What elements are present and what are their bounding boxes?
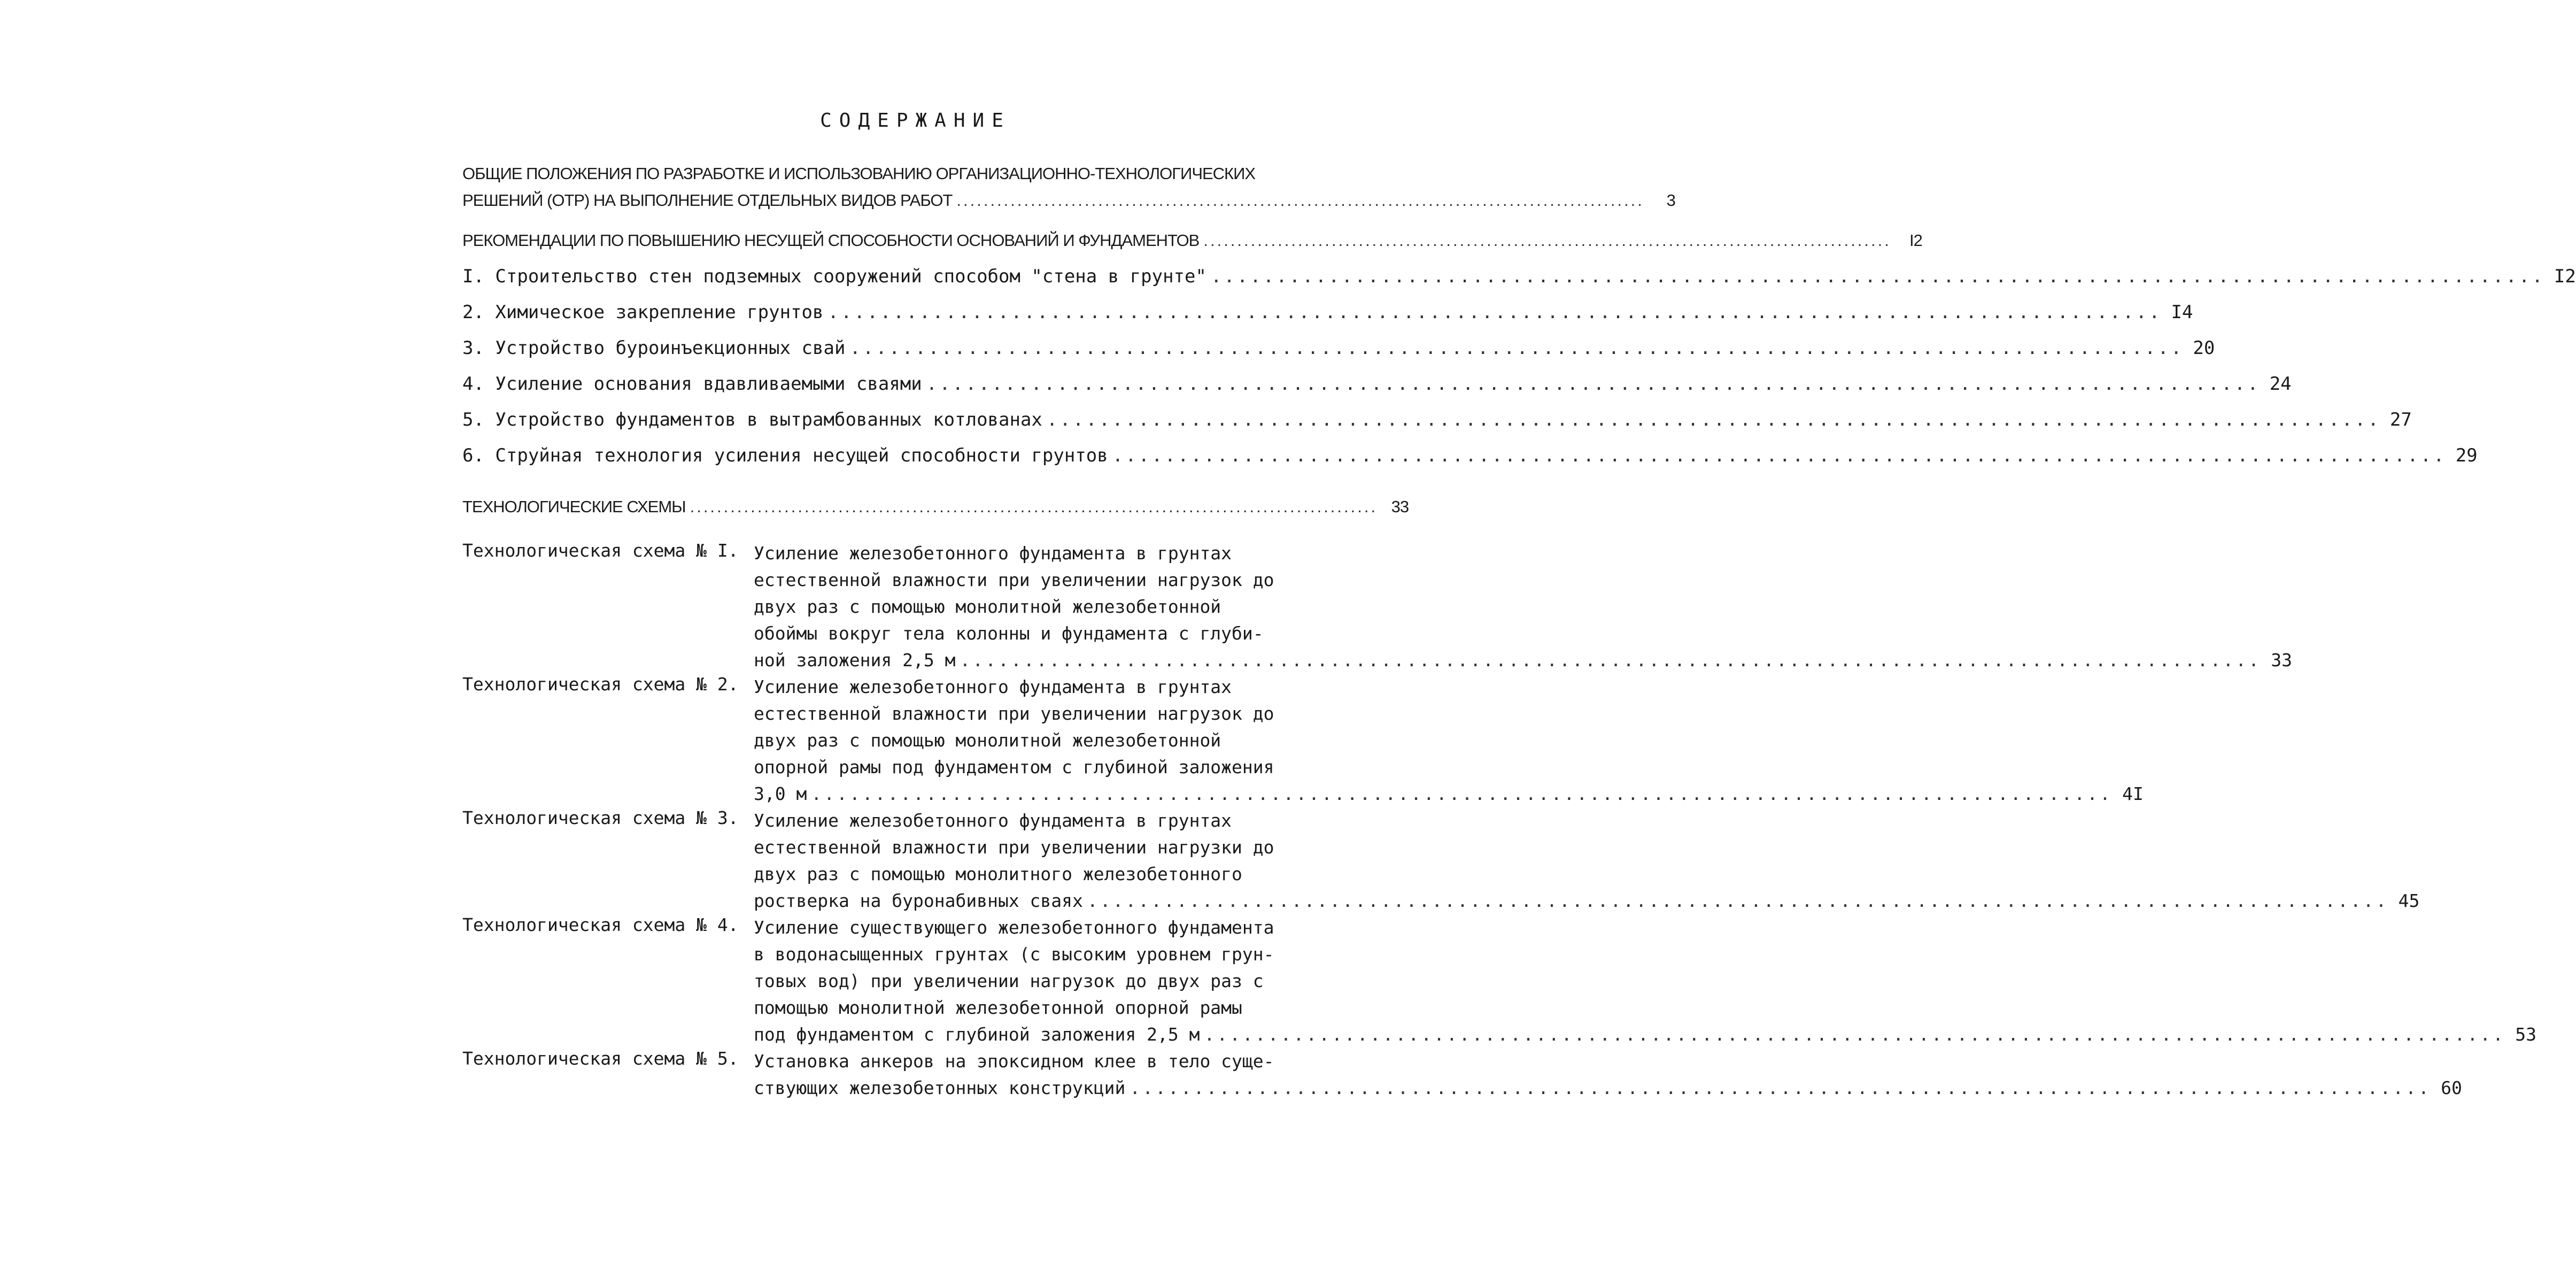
scheme-label: Технологическая схема № 4. xyxy=(462,914,739,935)
toc-item xyxy=(462,442,2478,469)
leader-dots: ...................................................................................................... xyxy=(926,373,2261,395)
toc-entry-general xyxy=(462,160,1675,214)
leader-dots: ...................................................................................................... xyxy=(849,337,2184,359)
leader-dots: ...................................................................................................... xyxy=(1130,1077,2431,1098)
scheme-line: в водонасыщенных грунтах (с высоким уровнем грун- xyxy=(754,944,1274,965)
scheme-line: естественной влажности при увеличении нагрузки до xyxy=(754,837,1274,858)
entry-text: I. Строительство стен подземных сооружений способом "стена в грунте" xyxy=(462,266,1206,287)
toc-item xyxy=(462,406,2412,433)
toc-item xyxy=(462,371,2292,397)
entry-text: 5. Устройство фундаментов в вытрамбованных котлованах xyxy=(462,409,1042,430)
scheme-line: опорной рамы под фундаментом с глубиной заложения xyxy=(754,757,1274,777)
page-number: 29 xyxy=(2455,445,2478,466)
entry-text: ТЕХНОЛОГИЧЕСКИЕ СХЕМЫ xyxy=(462,497,686,516)
scheme-line: ной заложения 2,5 м xyxy=(754,650,956,671)
leader-dots: ...................................................................................................... xyxy=(956,191,1644,210)
page-number: 33 xyxy=(2271,650,2293,671)
entry-text: 4. Усиление основания вдавливаемыми сваями xyxy=(462,373,922,395)
page-number: 3 xyxy=(1666,191,1675,210)
scheme-line: Усиление железобетонного фундамента в грунтах xyxy=(754,810,1232,831)
scheme-line: 3,0 м xyxy=(754,783,807,804)
leader-dots: ...................................................................................................... xyxy=(1203,231,1891,250)
leader-dots: ...................................................................................................... xyxy=(827,302,2162,323)
entry-text: 6. Струйная технология усиления несущей способности грунтов xyxy=(462,445,1108,466)
scheme-line: ствующих железобетонных конструкций xyxy=(754,1077,1126,1098)
page-number: I2 xyxy=(1909,231,1922,250)
toc-item xyxy=(462,299,2193,326)
page-number: 60 xyxy=(2441,1077,2462,1098)
entry-text: РЕКОМЕНДАЦИИ ПО ПОВЫШЕНИЮ НЕСУЩЕЙ СПОСОБНОСТИ ОСНОВАНИЙ И ФУНДАМЕНТОВ xyxy=(462,231,1200,250)
scheme-line: двух раз с помощью монолитного железобетонного xyxy=(754,864,1242,884)
leader-dots: ...................................................................................................... xyxy=(1087,890,2389,911)
page-number: 33 xyxy=(1391,497,1409,516)
page-number: 24 xyxy=(2269,373,2292,395)
scheme-line: обоймы вокруг тела колонны и фундамента с глуби- xyxy=(754,623,1264,644)
page-number: I2 xyxy=(2554,266,2576,287)
leader-dots: ...................................................................................................... xyxy=(1046,409,2381,430)
leader-dots: ...................................................................................................... xyxy=(690,497,1378,516)
page-number: 4I xyxy=(2122,783,2144,804)
scheme-line: товых вод) при увеличении нагрузок до двух раз с xyxy=(754,971,1264,991)
entry-text: 3. Устройство буроинъекционных свай xyxy=(462,337,846,359)
page-number: I4 xyxy=(2171,302,2193,323)
leader-dots: ...................................................................................................... xyxy=(811,783,2113,804)
leader-dots: ...................................................................................................... xyxy=(960,650,2262,671)
toc-entry-schemes xyxy=(462,494,1409,520)
scheme-line: Усиление железобетонного фундамента в грунтах xyxy=(754,543,1232,564)
page-number: 27 xyxy=(2389,409,2412,430)
scheme-label: Технологическая схема № 5. xyxy=(462,1048,739,1069)
leader-dots: ...................................................................................................... xyxy=(1204,1024,2505,1045)
scheme-label: Технологическая схема № I. xyxy=(462,540,739,561)
scheme-line: естественной влажности при увеличении нагрузок до xyxy=(754,569,1274,590)
entry-text: РЕШЕНИЙ (ОТР) НА ВЫПОЛНЕНИЕ ОТДЕЛЬНЫХ ВИДОВ РАБОТ xyxy=(462,191,953,210)
toc-item xyxy=(462,335,2215,361)
page-number: 53 xyxy=(2515,1024,2536,1045)
page-number: 20 xyxy=(2193,337,2215,359)
scheme-line: Установка анкеров на эпоксидном клее в тело суще- xyxy=(754,1051,1274,1072)
leader-dots: ...................................................................................................... xyxy=(1112,445,2447,466)
page-number: 45 xyxy=(2398,890,2420,911)
entry-text: 2. Химическое закрепление грунтов xyxy=(462,302,824,323)
scheme-line: двух раз с помощью монолитной железобетонной xyxy=(754,596,1221,617)
page-title: СОДЕРЖАНИЕ xyxy=(820,110,1011,132)
scheme-line: естественной влажности при увеличении нагрузок до xyxy=(754,703,1274,724)
toc-item xyxy=(462,263,2576,290)
scheme-line: под фундаментом с глубиной заложения 2,5 м xyxy=(754,1024,1200,1045)
toc-entry-recommendations xyxy=(462,227,1922,254)
entry-text: ОБЩИЕ ПОЛОЖЕНИЯ ПО РАЗРАБОТКЕ И ИСПОЛЬЗОВАНИЮ ОРГАНИЗАЦИОННО-ТЕХНОЛОГИЧЕСКИХ xyxy=(462,164,1256,183)
scheme-label: Технологическая схема № 3. xyxy=(462,807,739,828)
scheme-line: двух раз с помощью монолитной железобетонной xyxy=(754,730,1221,751)
scheme-line: помощью монолитной железобетонной опорной рамы xyxy=(754,997,1242,1018)
leader-dots: ...................................................................................................... xyxy=(1210,266,2545,287)
scheme-label: Технологическая схема № 2. xyxy=(462,674,739,695)
scheme-line: Усиление существующего железобетонного фундамента xyxy=(754,917,1274,938)
scheme-line: ростверка на буронабивных сваях xyxy=(754,890,1083,911)
scheme-line: Усиление железобетонного фундамента в грунтах xyxy=(754,676,1232,697)
